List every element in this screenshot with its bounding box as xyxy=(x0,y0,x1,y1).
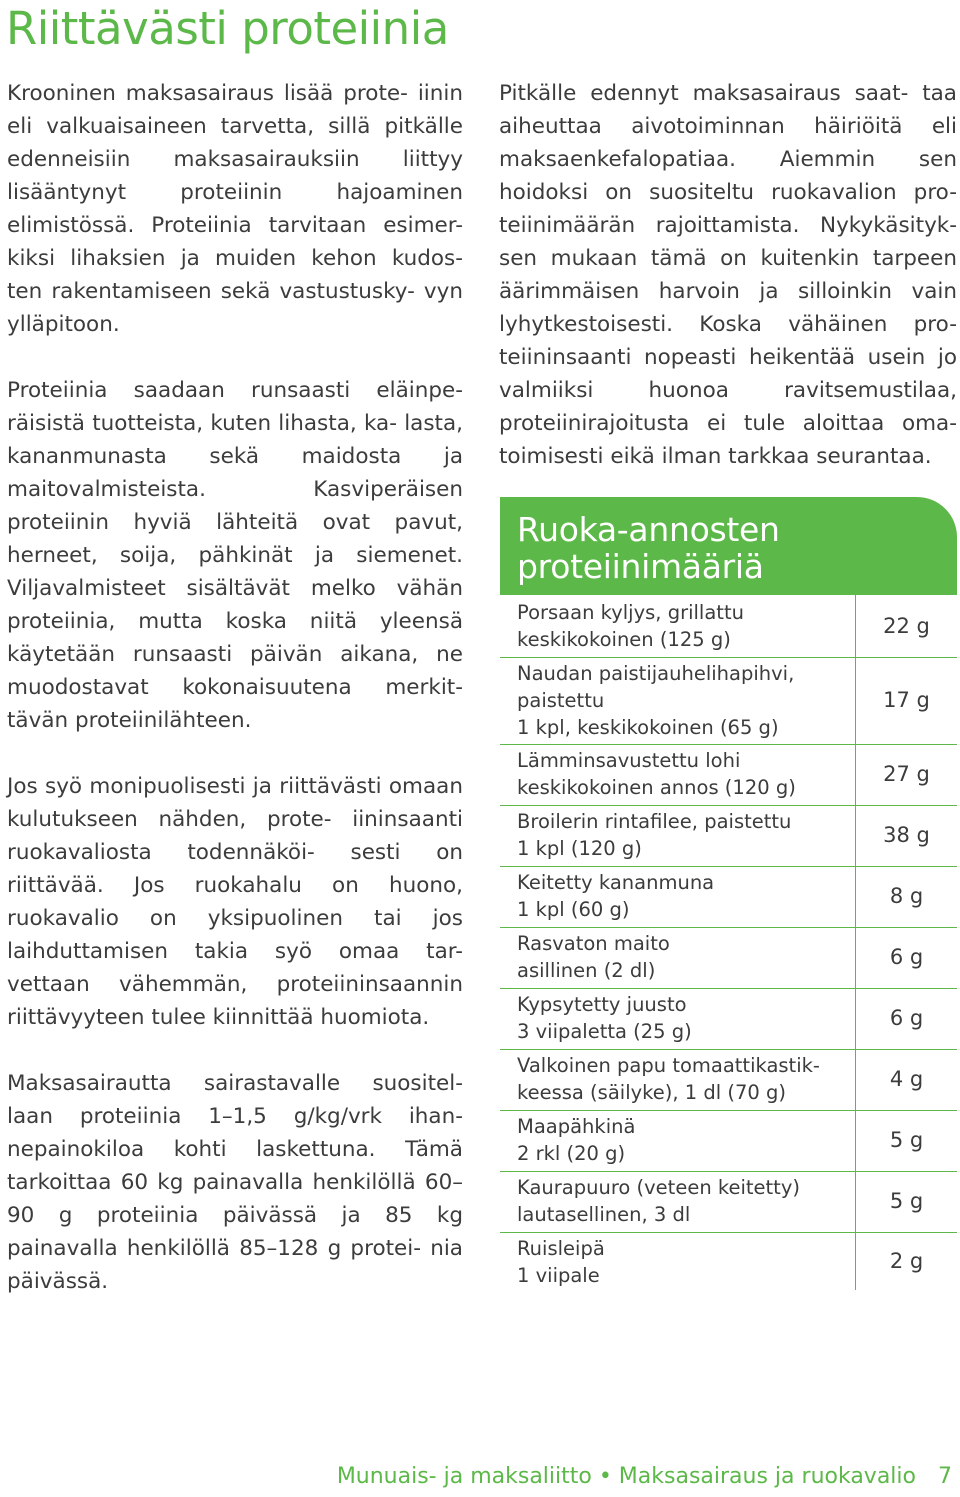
food-line: paistettu xyxy=(517,689,605,712)
food-line: Naudan paistijauhelihapihvi, xyxy=(517,662,795,685)
protein-table-title xyxy=(517,511,780,585)
paragraph-line: proteiinin hyviä lähteitä ovat pavut, xyxy=(7,510,463,535)
protein-table-title-line-2: proteiinimääriä xyxy=(517,547,764,586)
paragraph-line: riittävyyteen tulee kiinnittää huomiota. xyxy=(7,1005,430,1030)
paragraph-line: Pitkälle edennyt maksasairaus saat- xyxy=(499,81,909,106)
table-row xyxy=(500,599,957,660)
paragraph-line: iinin eli valkuaisaineen tarvetta, sillä xyxy=(7,81,463,139)
food-description xyxy=(517,808,847,862)
paragraph-line: muodostavat kokonaisuutena merkit- xyxy=(7,675,463,700)
protein-amount: 22 g xyxy=(883,614,930,638)
paragraph xyxy=(7,77,463,341)
paragraph-line: nepainokiloa kohti laskettuna. Tämä xyxy=(7,1137,463,1162)
paragraph-line: käytetään runsaasti päivän aikana, ne xyxy=(7,642,463,667)
paragraph-line: liittyy lisääntynyt proteiinin hajoaminen xyxy=(7,147,463,205)
paragraph-line: sen mukaan tämä on kuitenkin tarpeen xyxy=(499,246,957,271)
page-title: Riittävästi proteiinia xyxy=(6,2,449,55)
table-row xyxy=(500,747,957,808)
food-line: Broilerin rintafilee, paistettu xyxy=(517,810,792,833)
row-separator xyxy=(500,1110,957,1111)
table-row xyxy=(500,1235,957,1290)
protein-amount: 5 g xyxy=(889,1189,924,1213)
protein-amount: 6 g xyxy=(889,945,924,969)
food-description xyxy=(517,930,847,984)
food-line: lautasellinen, 3 dl xyxy=(517,1203,691,1226)
protein-amount: 6 g xyxy=(889,1006,924,1030)
food-line: 1 viipale xyxy=(517,1264,600,1287)
food-line: Ruisleipä xyxy=(517,1237,605,1260)
paragraph xyxy=(7,1067,463,1298)
paragraph-line: Maksasairautta sairastavalle suositel- xyxy=(7,1071,463,1096)
paragraph-line: iininsaanti ruokavaliosta todennäköi- xyxy=(7,807,463,865)
paragraph-line: Krooninen maksasairaus lisää prote- xyxy=(7,81,408,106)
paragraph-line: teiininsaanti nopeasti heikentää usein xyxy=(499,345,926,370)
footer-text: Munuais- ja maksaliitto • Maksasairaus ja ruokavalio xyxy=(336,1464,916,1489)
paragraph-line: jos laihduttamisen takia syö omaa tar- xyxy=(7,906,463,964)
food-line: keskikokoinen annos (120 g) xyxy=(517,776,796,799)
table-row xyxy=(500,808,957,869)
food-description xyxy=(517,660,847,741)
paragraph-line: teiinimäärän rajoittamista. Nykykäsityk- xyxy=(499,213,957,238)
food-line: 1 kpl, keskikokoinen (65 g) xyxy=(517,716,779,739)
food-line: 1 kpl (60 g) xyxy=(517,898,630,921)
row-separator xyxy=(500,866,957,867)
paragraph-line: proteiinia, mutta koska niitä yleensä xyxy=(7,609,463,634)
food-description xyxy=(517,869,847,923)
protein-amount: 8 g xyxy=(889,884,924,908)
protein-table xyxy=(500,595,957,1290)
paragraph-line: huono, ruokavalio on yksipuolinen tai xyxy=(7,873,463,931)
food-line: keessa (säilyke), 1 dl (70 g) xyxy=(517,1081,786,1104)
food-description xyxy=(517,1235,847,1289)
paragraph xyxy=(7,374,463,737)
food-line: keskikokoinen (125 g) xyxy=(517,628,731,651)
paragraph-line: tarkoittaa 60 kg painavalla henkilöllä xyxy=(7,1170,416,1195)
protein-amount: 4 g xyxy=(889,1067,924,1091)
food-line: Kypsytetty juusto xyxy=(517,993,687,1016)
protein-amount: 5 g xyxy=(889,1128,924,1152)
page-number: 7 xyxy=(938,1464,952,1489)
paragraph-line: ja maitovalmisteista. Kasviperäisen xyxy=(7,444,463,502)
food-line: Rasvaton maito xyxy=(517,932,670,955)
paragraph-line: elimistössä. Proteiinia tarvitaan esimer- xyxy=(7,213,463,238)
left-column xyxy=(7,77,463,1298)
food-line: Kaurapuuro (veteen keitetty) xyxy=(517,1176,800,1199)
table-row xyxy=(500,930,957,991)
protein-amount: 27 g xyxy=(883,762,930,786)
paragraph-line: pitkälle edenneisiin maksasairauksiin xyxy=(7,114,463,172)
food-line: Lämminsavustettu lohi xyxy=(517,749,741,772)
paragraph-line: äärimmäisen harvoin ja silloinkin vain xyxy=(499,279,957,304)
paragraph-line: tävän proteiinilähteen. xyxy=(7,708,252,733)
protein-table-header xyxy=(500,497,957,595)
paragraph-line: Proteiinia saadaan runsaasti eläinpe- xyxy=(7,378,463,403)
paragraph-line: vettaan vähemmän, proteiininsaannin xyxy=(7,972,463,997)
paragraph-line: proteiinirajoitusta ei tule aloittaa oma- xyxy=(499,411,957,436)
protein-amount: 17 g xyxy=(883,688,930,712)
food-description xyxy=(517,1052,847,1106)
page-footer xyxy=(337,1462,952,1492)
paragraph-line: lasta, kananmunasta sekä maidosta xyxy=(7,411,463,469)
paragraph-line: eli maksaenkefalopatiaa. Aiemmin sen xyxy=(499,114,957,172)
food-line: asillinen (2 dl) xyxy=(517,959,656,982)
paragraph-line: sesti on riittävää. Jos ruokahalu on xyxy=(7,840,463,898)
row-separator xyxy=(500,927,957,928)
paragraph-line: vyn ylläpitoon. xyxy=(7,279,463,337)
table-row xyxy=(500,660,957,747)
paragraph-line: toimisesti eikä ilman tarkkaa seurantaa. xyxy=(499,444,932,469)
food-description xyxy=(517,747,847,801)
table-row xyxy=(500,869,957,930)
protein-table-title-line-1: Ruoka-annosten xyxy=(517,510,780,549)
row-separator xyxy=(500,1049,957,1050)
paragraph-line: painavalla henkilöllä 85–128 g protei- xyxy=(7,1236,421,1261)
row-separator xyxy=(500,744,957,745)
row-separator xyxy=(500,1232,957,1233)
paragraph xyxy=(499,77,957,473)
food-line: Keitetty kananmuna xyxy=(517,871,715,894)
paragraph-line: laan proteiinia 1–1,5 g/kg/vrk ihan- xyxy=(7,1104,463,1129)
paragraph-line: omaan kulutukseen nähden, prote- xyxy=(7,774,463,832)
paragraph-line: ten rakentamiseen sekä vastustusky- xyxy=(7,279,415,304)
protein-amount: 38 g xyxy=(883,823,930,847)
paragraph-line: lyhytkestoisesti. Koska vähäinen pro- xyxy=(499,312,957,337)
row-separator xyxy=(500,805,957,806)
protein-table-box xyxy=(500,497,957,1290)
paragraph-line: Viljavalmisteet sisältävät melko vähän xyxy=(7,576,463,601)
food-description xyxy=(517,1113,847,1167)
row-separator xyxy=(500,657,957,658)
table-row xyxy=(500,1113,957,1174)
food-line: 2 rkl (20 g) xyxy=(517,1142,626,1165)
row-separator xyxy=(500,1171,957,1172)
food-line: Maapähkinä xyxy=(517,1115,636,1138)
food-line: Valkoinen papu tomaattikastik- xyxy=(517,1054,820,1077)
table-row xyxy=(500,991,957,1052)
paragraph-line: nia päivässä. xyxy=(7,1236,463,1294)
row-separator xyxy=(500,988,957,989)
paragraph-line: herneet, soija, pähkinät ja siemenet. xyxy=(7,543,463,568)
food-description xyxy=(517,1174,847,1228)
table-row xyxy=(500,1052,957,1113)
paragraph-line: hoidoksi on suositeltu ruokavalion pro- xyxy=(499,180,957,205)
paragraph xyxy=(7,770,463,1034)
paragraph-line: kiksi lihaksien ja muiden kehon kudos- xyxy=(7,246,463,271)
protein-amount: 2 g xyxy=(889,1249,924,1273)
paragraph-line: Jos syö monipuolisesti ja riittävästi xyxy=(7,774,382,799)
right-column xyxy=(499,77,957,473)
paragraph-line: jo valmiiksi huonoa ravitsemustilaa, xyxy=(499,345,957,403)
food-description xyxy=(517,991,847,1045)
paragraph-line: räisistä tuotteista, kuten lihasta, ka- xyxy=(7,411,397,436)
food-description xyxy=(517,599,847,653)
paragraph-line: 60–90 g proteiinia päivässä ja 85 kg xyxy=(7,1170,464,1228)
table-row xyxy=(500,1174,957,1235)
food-line: 3 viipaletta (25 g) xyxy=(517,1020,692,1043)
food-line: Porsaan kyljys, grillattu xyxy=(517,601,744,624)
food-line: 1 kpl (120 g) xyxy=(517,837,642,860)
paragraph-line: taa aiheuttaa aivotoiminnan häiriöitä xyxy=(499,81,957,139)
